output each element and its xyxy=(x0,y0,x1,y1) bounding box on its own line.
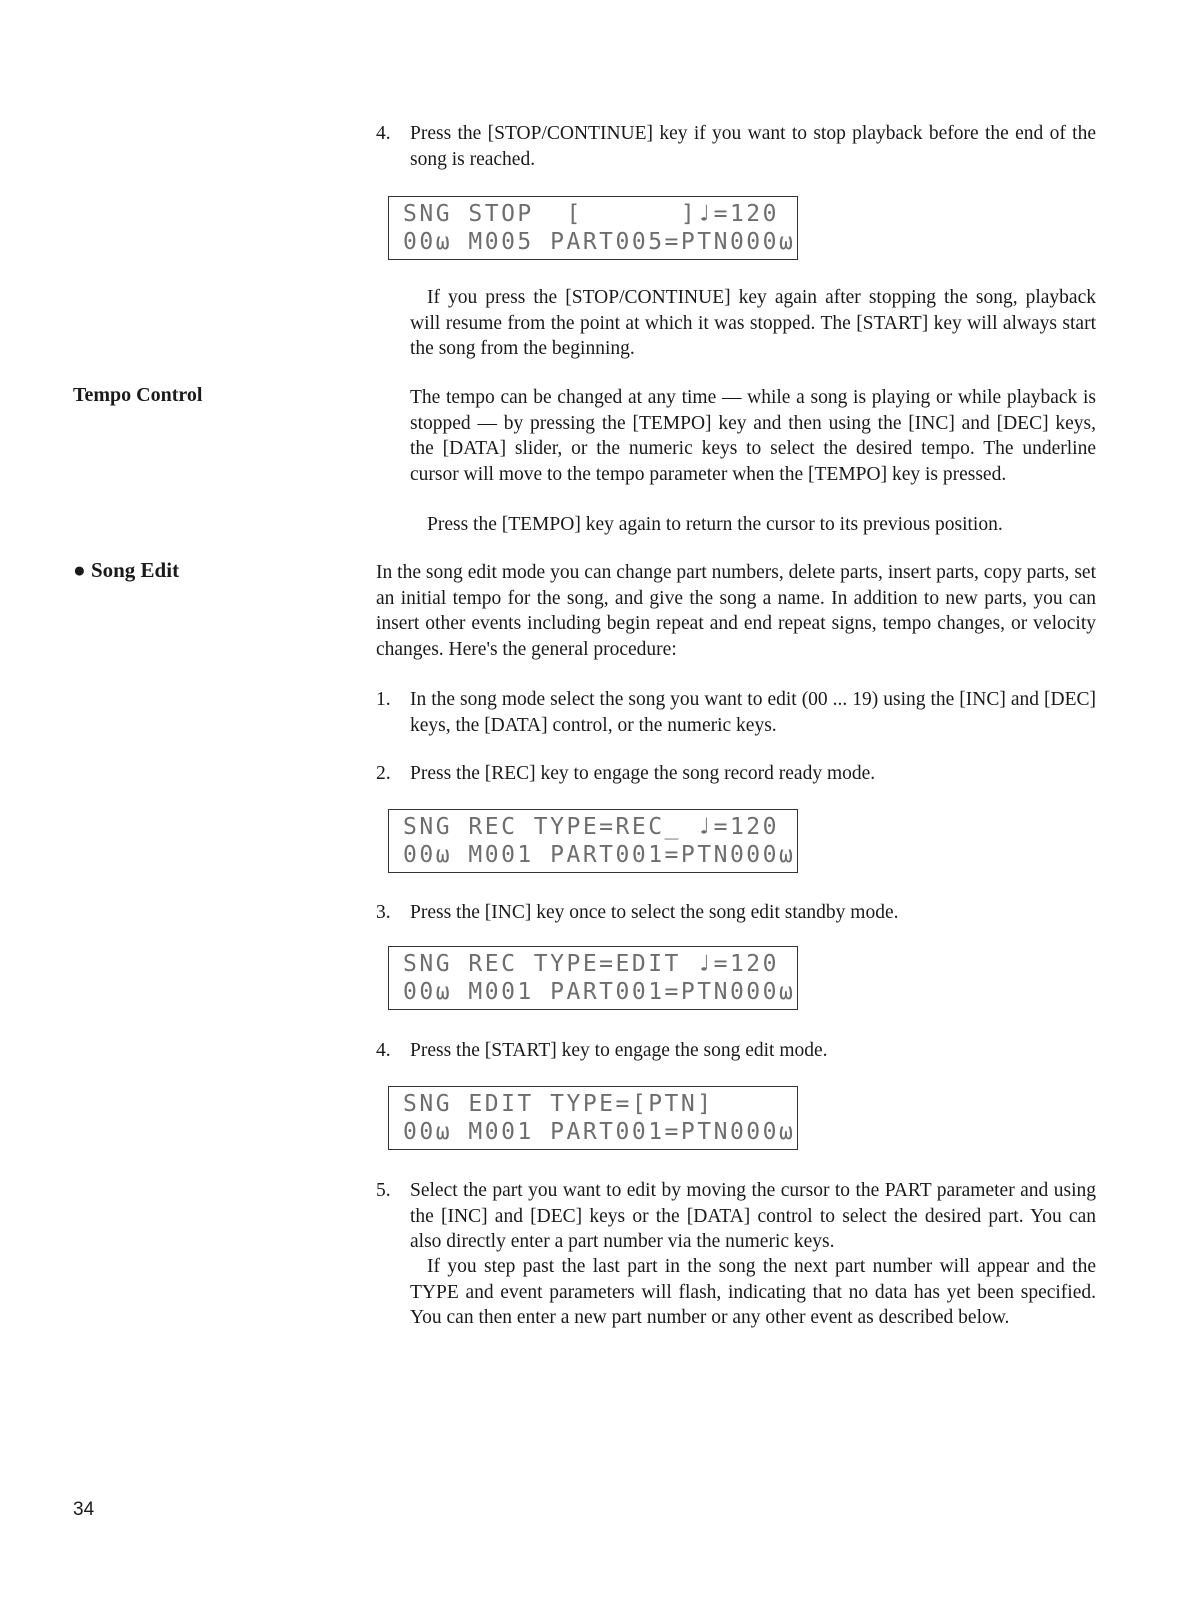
lcd-display-edit-standby xyxy=(388,946,798,1010)
step-number: 4. xyxy=(376,1040,391,1061)
bullet-icon: ● xyxy=(73,558,86,582)
side-heading-song-edit xyxy=(73,558,179,583)
lcd-line-2: 00ω M001 PART001=PTN000ω xyxy=(403,979,796,1005)
lcd-line-1: SNG REC TYPE=REC_ ♩=120 xyxy=(403,814,779,840)
step-number: 4. xyxy=(376,123,391,144)
tempo-paragraph-2: Press the [TEMPO] key again to return the cursor to its previous position. xyxy=(427,514,1003,535)
step-5 xyxy=(376,1178,1096,1255)
step-number: 1. xyxy=(376,689,391,710)
step-4 xyxy=(376,1038,1096,1064)
step-text: Select the part you want to edit by moving the cursor to the PART parameter and using the [INC] and [DEC] keys or the [DATA] control to select the desired part. You can also directly enter a part number via the numeric keys. xyxy=(410,1180,1096,1252)
step-stop xyxy=(376,121,1096,172)
step-number: 5. xyxy=(376,1180,391,1201)
step-number: 3. xyxy=(376,902,391,923)
step-text: In the song mode select the song you want to edit (00 ... 19) using the [INC] and [DEC] keys, the [DATA] control, or the numeric keys. xyxy=(410,689,1096,736)
lcd-line-1: SNG REC TYPE=EDIT ♩=120 xyxy=(403,951,779,977)
step-number: 2. xyxy=(376,763,391,784)
tempo-paragraph: The tempo can be changed at any time — while a song is playing or while playback is stopped — by pressing the [TEMPO] key and then using the [INC] and [DEC] keys, the [DATA] slider, or the numeric keys to select the desired tempo. The underline cursor will move to the tempo parameter when the [TEMPO] key is pressed. xyxy=(410,387,1096,485)
resume-paragraph: If you press the [STOP/CONTINUE] key again after stopping the song, playback will resume from the point at which it was stopped. The [START] key will always start the song from the beginning. xyxy=(410,287,1096,359)
step-text: Press the [REC] key to engage the song record ready mode. xyxy=(410,763,876,784)
step-5-continuation: If you step past the last part in the song the next part number will appear and the TYPE and event parameters will flash, indicating that no data has yet been specified. You can then enter a new part number or any other event as described below. xyxy=(410,1256,1096,1328)
song-edit-label: Song Edit xyxy=(90,558,180,582)
lcd-line-2: 00ω M005 PART005=PTN000ω xyxy=(403,229,796,255)
lcd-display-rec xyxy=(388,809,798,873)
step-text: Press the [STOP/CONTINUE] key if you want to stop playback before the end of the song is reached. xyxy=(410,123,1096,170)
step-text: Press the [START] key to engage the song edit mode. xyxy=(410,1040,828,1061)
lcd-display-edit xyxy=(388,1086,798,1150)
step-1 xyxy=(376,687,1096,738)
page-number: 34 xyxy=(73,1499,95,1520)
step-3 xyxy=(376,900,1096,926)
side-heading-tempo-control: Tempo Control xyxy=(73,384,203,406)
lcd-line-1: SNG STOP [ ]♩=120 xyxy=(403,201,779,227)
step-2 xyxy=(376,761,1096,787)
song-edit-intro: In the song edit mode you can change part numbers, delete parts, insert parts, copy parts, set an initial tempo for the song, and give the song a name. In addition to new parts, you can insert other events including begin repeat and end repeat signs, tempo changes, or velocity changes. Here's the general procedure: xyxy=(376,562,1096,660)
lcd-display-stop xyxy=(388,196,798,260)
step-text: Press the [INC] key once to select the song edit standby mode. xyxy=(410,902,899,923)
lcd-line-2: 00ω M001 PART001=PTN000ω xyxy=(403,1119,796,1145)
lcd-line-2: 00ω M001 PART001=PTN000ω xyxy=(403,842,796,868)
lcd-line-1: SNG EDIT TYPE=[PTN] xyxy=(403,1091,714,1117)
